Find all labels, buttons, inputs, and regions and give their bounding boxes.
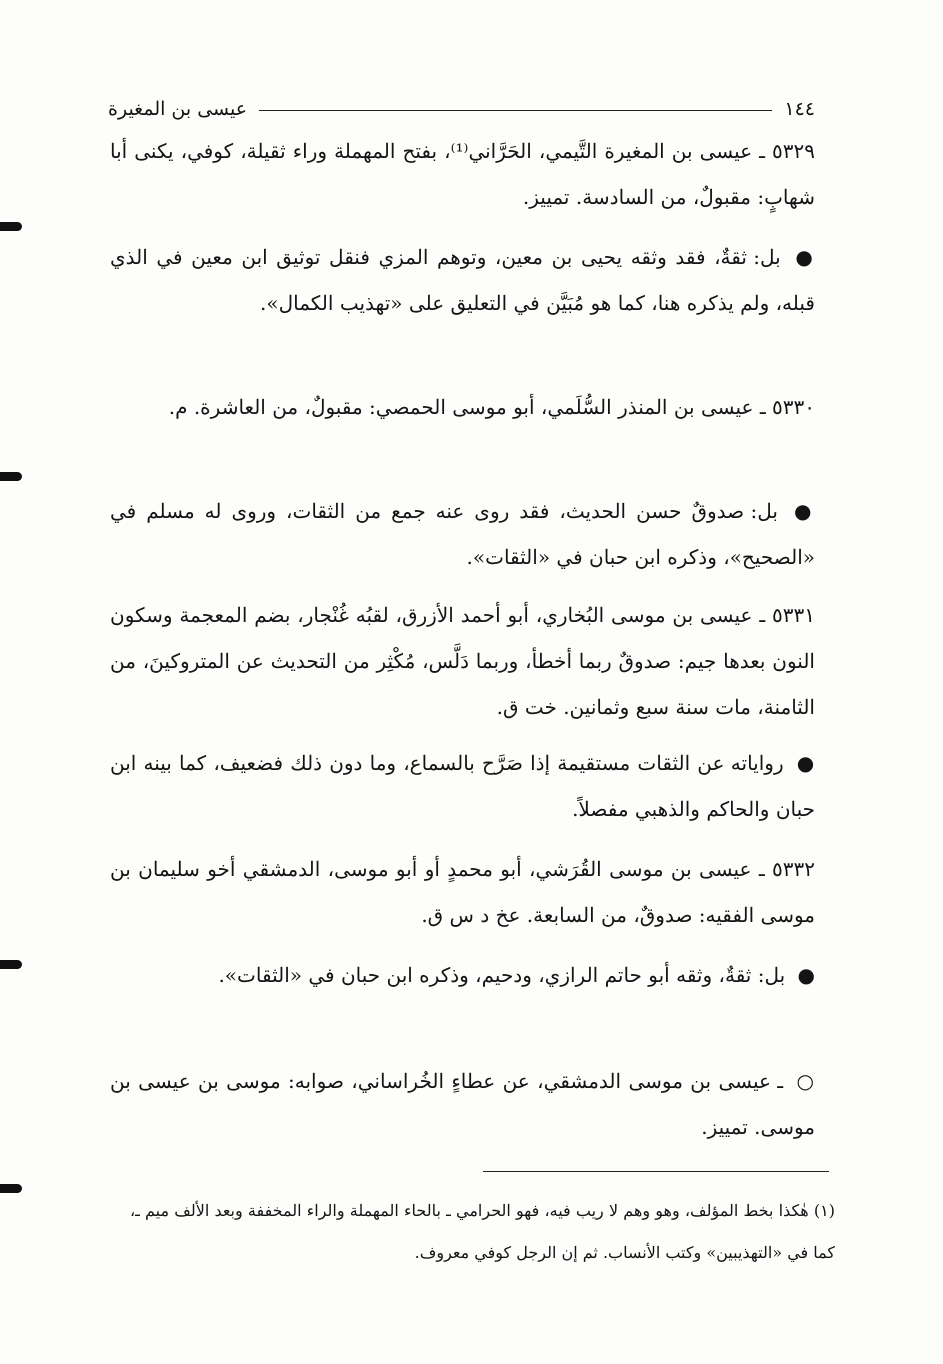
entry-text: ٥٣٣٠ ـ عيسى بن المنذر السُّلَمي، أبو موسى الحمصي: مقبولٌ، من العاشرة. م. xyxy=(168,395,815,419)
entry-5331 xyxy=(110,592,815,730)
footnote-rule xyxy=(483,1171,829,1172)
bullet-filled-icon: ● xyxy=(793,499,816,523)
commentary-5332 xyxy=(110,952,815,998)
commentary-5331 xyxy=(110,740,815,832)
commentary-text: رواياته عن الثقات مستقيمة إذا صَرَّح بالسماع، وما دون ذلك فضعيف، كما بينه ابن حبان والحاكم والذهبي مفصلاً. xyxy=(110,751,815,821)
entry-text: ٥٣٣٢ ـ عيسى بن موسى القُرَشي، أبو محمدٍ أو أبو موسى، الدمشقي أخو سليمان بن موسى الفقيه: صدوقٌ، من السابعة. عخ د س ق. xyxy=(110,857,815,927)
header-rule xyxy=(259,110,772,111)
commentary-text: بل: ثقةٌ، فقد وثقه يحيى بن معين، وتوهم المزي فنقل توثيق ابن معين في الذي قبله، ولم يذكره هنا، كما هو مُبَيَّن في التعليق على «تهذيب الكمال». xyxy=(110,245,815,315)
scan-edge-mark xyxy=(0,472,22,481)
commentary-text: بل: صدوقٌ حسن الحديث، فقد روى عنه جمع من الثقات، وروى له مسلم في «الصحيح»، وذكره ابن حبان في «الثقات». xyxy=(110,499,815,569)
page-number: ١٤٤ xyxy=(784,98,815,120)
footnote xyxy=(130,1190,835,1274)
scan-edge-mark xyxy=(0,960,22,969)
entry-text: ٥٣٣١ ـ عيسى بن موسى البُخاري، أبو أحمد الأزرق، لقبُه غُنْجار، بضم المعجمة وسكون النون بعدها جيم: صدوقٌ ربما أخطأ، وربما دَلَّس، مُكْثِر من التحديث عن المتروكينَ، من الثامنة، مات سنة سبع وثمانين. خت ق. xyxy=(110,603,815,719)
entry-5330 xyxy=(110,384,815,430)
commentary-5330 xyxy=(110,488,815,580)
running-title: عيسى بن المغيرة xyxy=(108,98,248,120)
bullet-hollow-icon: ○ xyxy=(796,1069,815,1093)
footnote-text: (١) هٰكذا بخط المؤلف، وهو وهم لا ريب فيه، فهو الحرامي ـ بالحاء المهملة والراء المخففة وبعد الألف ميم ـ، كما في «التهذيبين» وكتب الأنساب. ثم إن الرجل كوفي معروف. xyxy=(130,1201,835,1262)
scan-edge-mark xyxy=(0,222,22,231)
bullet-filled-icon: ● xyxy=(797,963,815,987)
commentary-text: بل: ثقةٌ، وثقه أبو حاتم الرازي، ودحيم، وذكره ابن حبان في «الثقات». xyxy=(218,963,786,987)
entry-5332 xyxy=(110,846,815,938)
commentary-5329 xyxy=(110,234,815,326)
entry-5329 xyxy=(110,128,815,220)
bullet-filled-icon: ● xyxy=(795,245,816,269)
entry-text: ٥٣٢٩ ـ عيسى بن المغيرة التَّيمي، الحَرَّاني⁽¹⁾، بفتح المهملة وراء ثقيلة، كوفي، يكنى أبا شهابٍ: مقبولٌ، من السادسة. تمييز. xyxy=(110,139,815,209)
entry-text: ـ عيسى بن موسى الدمشقي، عن عطاءٍ الخُراساني، صوابه: موسى بن عيسى بن موسى. تمييز. xyxy=(110,1069,815,1139)
running-header xyxy=(108,86,815,120)
entry-distinction xyxy=(110,1058,815,1150)
scan-edge-mark xyxy=(0,1184,22,1193)
bullet-filled-icon: ● xyxy=(796,751,816,775)
